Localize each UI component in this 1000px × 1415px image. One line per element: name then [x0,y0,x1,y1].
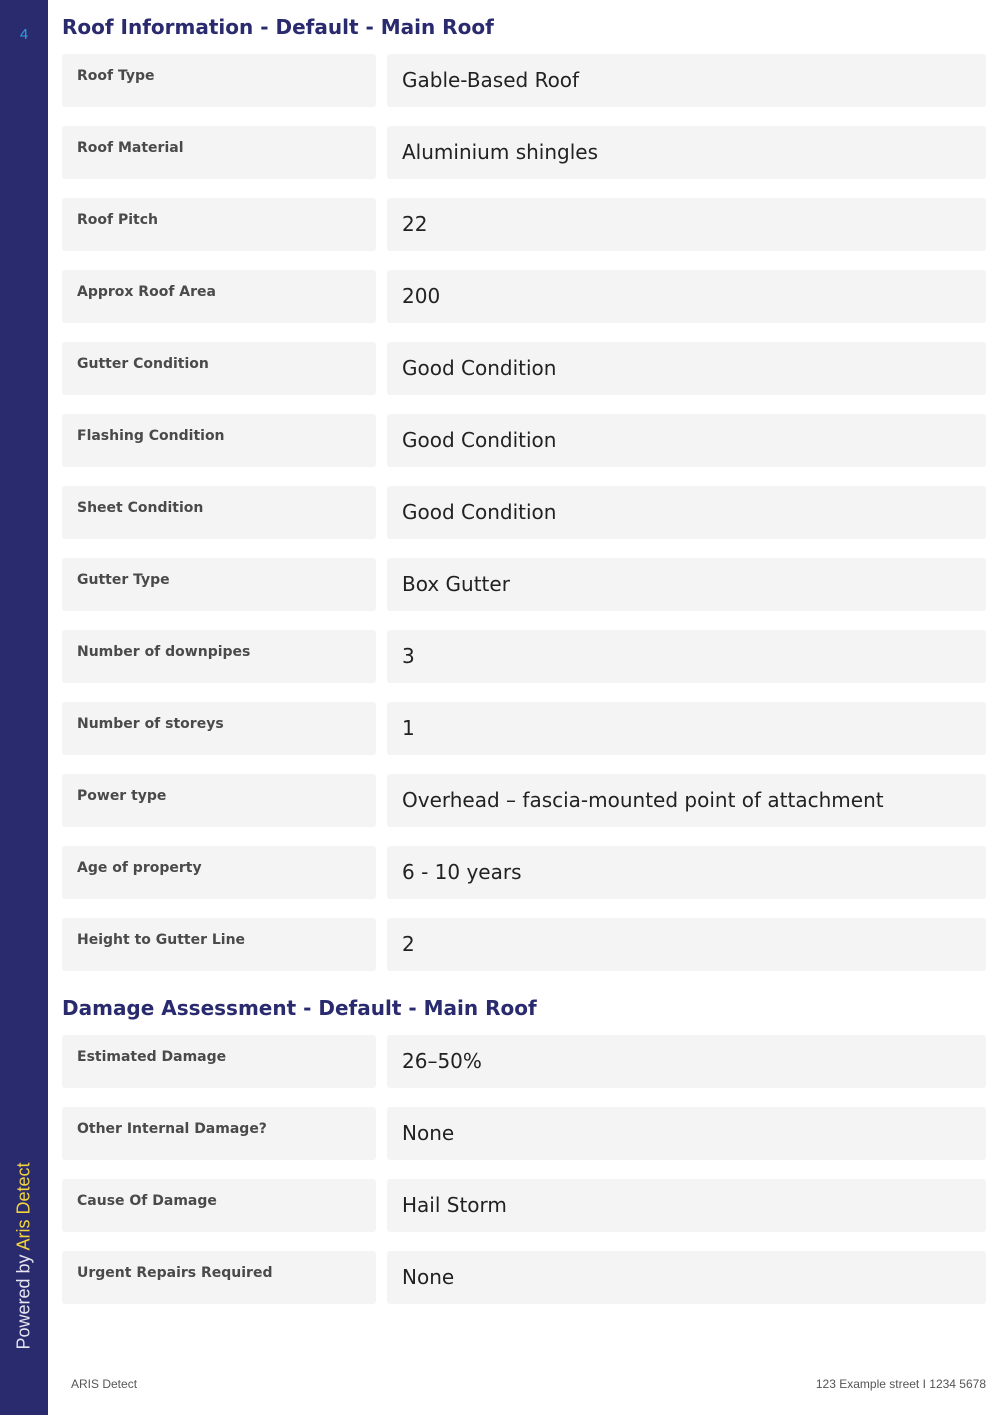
damage-section-title: Damage Assessment - Default - Main Roof [62,996,537,1020]
row-label: Number of storeys [62,702,376,755]
roof-row-height-to-gutter-line [62,918,986,971]
row-label: Power type [62,774,376,827]
roof-row-flashing-condition [62,414,986,467]
roof-section-title: Roof Information - Default - Main Roof [62,15,494,39]
roof-row-roof-type [62,54,986,107]
row-value: 22 [387,198,986,251]
row-value: Overhead – fascia-mounted point of attachment [387,774,986,827]
roof-row-number-of-storeys [62,702,986,755]
row-label: Number of downpipes [62,630,376,683]
row-label: Estimated Damage [62,1035,376,1088]
row-value: 1 [387,702,986,755]
roof-row-power-type [62,774,986,827]
row-label: Cause Of Damage [62,1179,376,1232]
row-value: Good Condition [387,486,986,539]
row-value: Aluminium shingles [387,126,986,179]
row-value: None [387,1251,986,1304]
roof-row-gutter-type [62,558,986,611]
row-label: Other Internal Damage? [62,1107,376,1160]
roof-info-rows [62,54,986,990]
row-value: 6 - 10 years [387,846,986,899]
sidebar [0,0,48,1415]
row-label: Roof Type [62,54,376,107]
row-value: None [387,1107,986,1160]
damage-assessment-rows [62,1035,986,1323]
roof-row-sheet-condition [62,486,986,539]
row-value: Good Condition [387,342,986,395]
roof-row-number-of-downpipes [62,630,986,683]
row-label: Age of property [62,846,376,899]
row-label: Urgent Repairs Required [62,1251,376,1304]
row-label: Approx Roof Area [62,270,376,323]
damage-row-estimated-damage [62,1035,986,1088]
row-label: Roof Pitch [62,198,376,251]
row-label: Height to Gutter Line [62,918,376,971]
damage-row-urgent-repairs-required [62,1251,986,1304]
row-label: Gutter Type [62,558,376,611]
powered-by-label [14,1162,35,1349]
damage-row-cause-of-damage [62,1179,986,1232]
footer-contact: 123 Example street I 1234 5678 [815,1377,986,1391]
row-label: Roof Material [62,126,376,179]
roof-row-approx-roof-area [62,270,986,323]
powered-by-brand: Aris Detect [13,1162,34,1251]
row-value: 200 [387,270,986,323]
row-value: 2 [387,918,986,971]
row-label: Flashing Condition [62,414,376,467]
row-value: Good Condition [387,414,986,467]
powered-by-prefix: Powered by [13,1250,34,1350]
row-value: Hail Storm [387,1179,986,1232]
page-number: 4 [19,26,29,43]
row-value: 3 [387,630,986,683]
footer-company: ARIS Detect [71,1377,138,1391]
damage-row-other-internal-damage [62,1107,986,1160]
roof-row-roof-material [62,126,986,179]
roof-row-age-of-property [62,846,986,899]
roof-row-gutter-condition [62,342,986,395]
row-label: Sheet Condition [62,486,376,539]
roof-row-roof-pitch [62,198,986,251]
row-value: Gable-Based Roof [387,54,986,107]
row-value: Box Gutter [387,558,986,611]
row-value: 26–50% [387,1035,986,1088]
row-label: Gutter Condition [62,342,376,395]
